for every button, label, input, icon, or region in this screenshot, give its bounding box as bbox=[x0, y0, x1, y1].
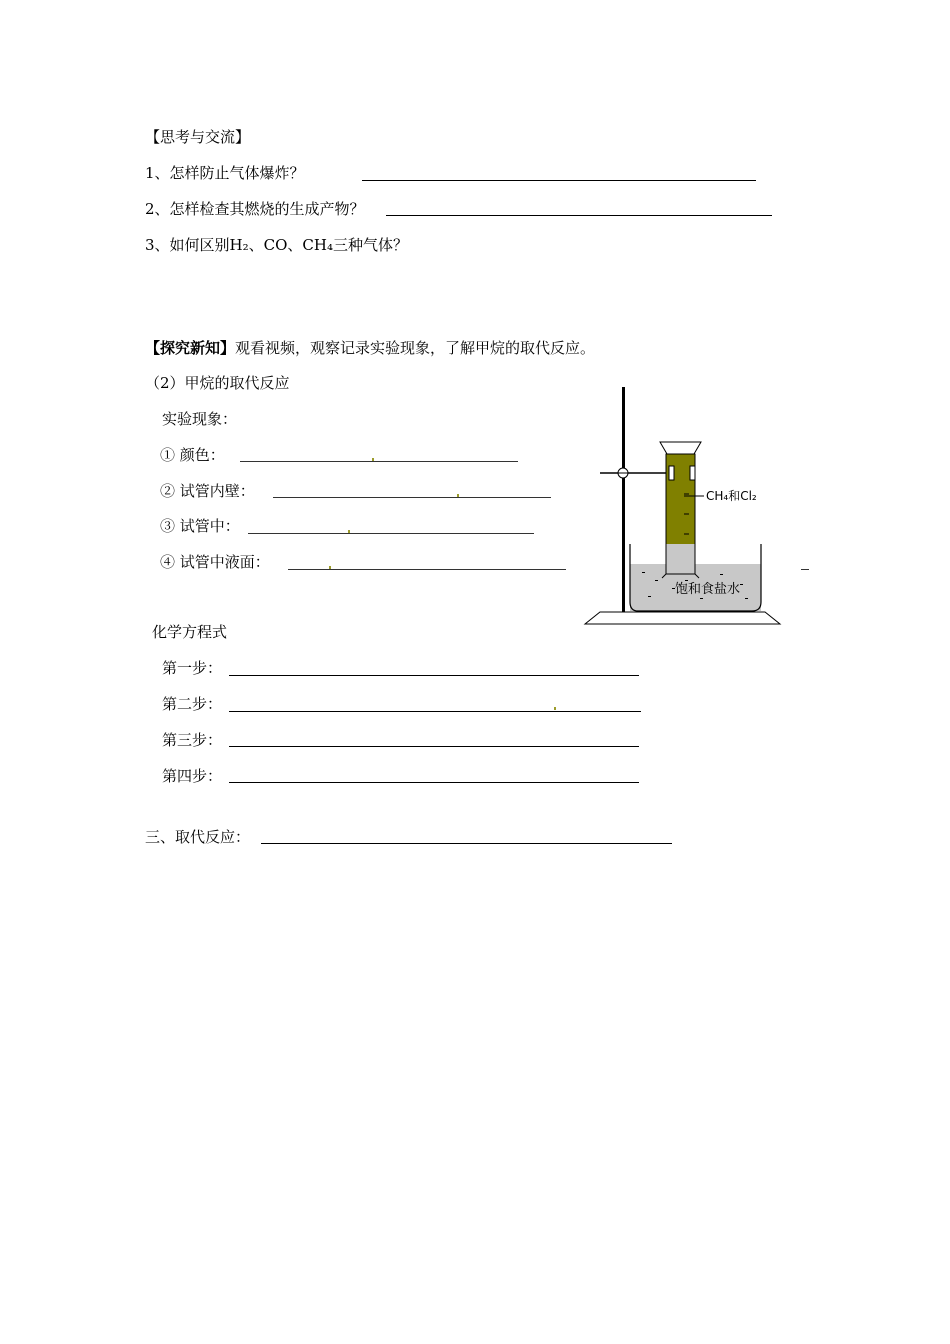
stray-mark bbox=[457, 494, 459, 497]
step-2-label: 第二步： bbox=[162, 695, 223, 713]
step-3-line[interactable] bbox=[229, 746, 639, 747]
stand-base bbox=[585, 612, 780, 624]
phenomenon-tube-wall-line[interactable] bbox=[273, 497, 551, 498]
tube-label: CH₄和Cl₂ bbox=[706, 489, 757, 503]
phenomenon-in-tube-line[interactable] bbox=[248, 533, 534, 534]
apparatus-diagram bbox=[580, 384, 785, 629]
phenomenon-tube-wall: ② 试管内壁： bbox=[160, 482, 255, 500]
step-4-line[interactable] bbox=[229, 782, 639, 783]
equations-title: 化学方程式 bbox=[152, 623, 228, 641]
explore-heading bbox=[145, 339, 595, 357]
stray-dash bbox=[801, 569, 809, 570]
section-three-label: 三、取代反应： bbox=[145, 828, 251, 846]
stray-mark bbox=[554, 707, 556, 710]
section-think-heading: 【思考与交流】 bbox=[145, 128, 251, 146]
explore-heading-text: 观看视频，观察记录实验现象，了解甲烷的取代反应。 bbox=[235, 339, 596, 357]
tube-mouth bbox=[660, 442, 701, 454]
question-2: 2、怎样检查其燃烧的生成产物？ bbox=[145, 200, 365, 218]
question-3: 3、如何区别H₂、CO、CH₄三种气体？ bbox=[145, 236, 408, 254]
phenomenon-liquid-level-line[interactable] bbox=[288, 569, 566, 570]
stand-rod bbox=[622, 387, 625, 612]
beaker-label: 饱和食盐水 bbox=[675, 582, 741, 597]
tube-liquid bbox=[666, 544, 695, 574]
step-2-line[interactable] bbox=[229, 711, 641, 712]
phenomena-label: 实验现象： bbox=[162, 410, 238, 428]
phenomenon-liquid-level: ④ 试管中液面： bbox=[160, 553, 270, 571]
explore-subtitle: （2）甲烷的取代反应 bbox=[145, 374, 290, 392]
stray-mark bbox=[372, 458, 374, 461]
phenomenon-color-line[interactable] bbox=[240, 461, 518, 462]
step-4-label: 第四步： bbox=[162, 767, 223, 785]
stray-mark bbox=[329, 566, 331, 569]
answer-line-1[interactable] bbox=[362, 180, 756, 181]
explore-heading-bracket: 【探究新知】 bbox=[145, 339, 236, 357]
stray-mark bbox=[348, 530, 350, 533]
section-three-line[interactable] bbox=[261, 843, 672, 844]
step-1-label: 第一步： bbox=[162, 659, 223, 677]
answer-line-2[interactable] bbox=[386, 215, 772, 216]
phenomenon-in-tube: ③ 试管中： bbox=[160, 517, 240, 535]
question-1: 1、怎样防止气体爆炸？ bbox=[145, 164, 305, 182]
step-3-label: 第三步： bbox=[162, 731, 223, 749]
step-1-line[interactable] bbox=[229, 675, 639, 676]
phenomenon-color: ① 颜色： bbox=[160, 446, 225, 464]
